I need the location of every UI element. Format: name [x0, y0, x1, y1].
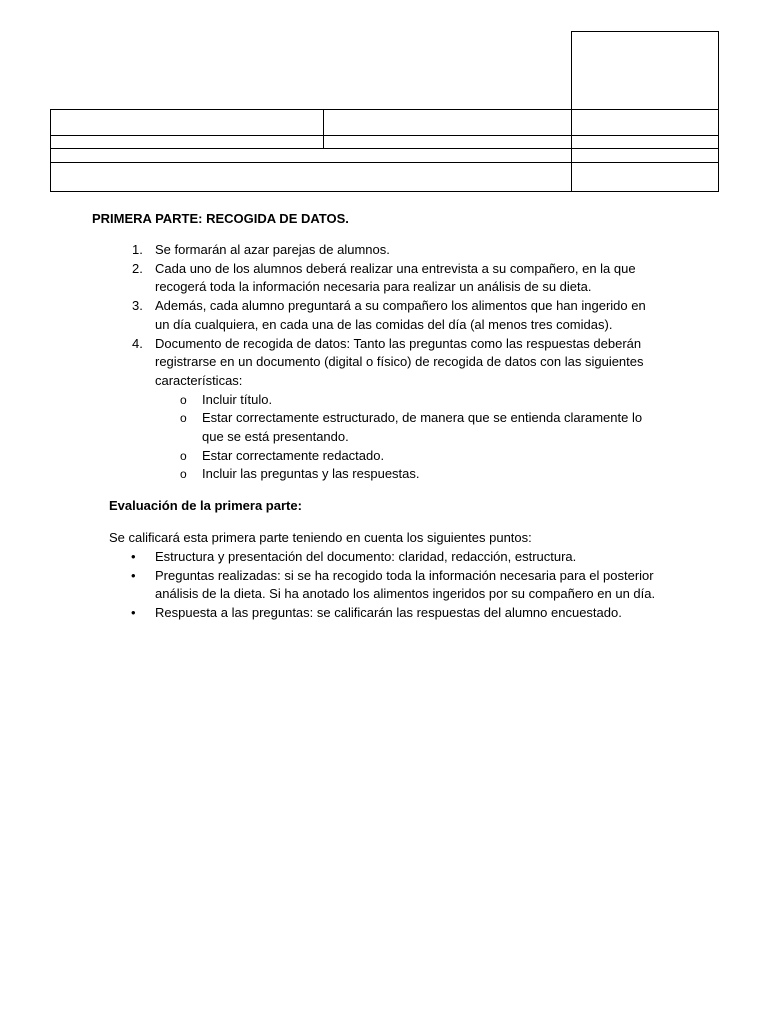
sub-item-text: Estar correctamente estructurado, de manera que se entienda claramente lo que se está presentando.	[202, 410, 643, 445]
step-number: 1.	[132, 242, 143, 257]
list-item	[132, 241, 655, 260]
circle-bullet-icon: o	[180, 467, 187, 482]
point-text: Respuesta a las preguntas: se calificarán las respuestas del alumno encuestado.	[155, 605, 622, 621]
steps-list	[132, 241, 655, 484]
step-number: 2.	[132, 260, 143, 276]
bullet-icon: •	[131, 605, 136, 621]
sub-list-item	[180, 465, 655, 484]
sub-list	[155, 391, 655, 485]
point-text: Estructura y presentación del documento: claridad, redacción, estructura.	[155, 549, 577, 564]
bullet-icon: •	[131, 567, 136, 583]
evaluation-intro: Se calificará esta primera parte teniendo en cuenta los siguientes puntos:	[109, 530, 532, 545]
step-text: Cada uno de los alumnos deberá realizar una entrevista a su compañero, en la que recogerá toda la información necesaria para realizar un análisis de su dieta.	[155, 260, 636, 295]
list-item	[131, 604, 665, 623]
step-text: Se formarán al azar parejas de alumnos.	[155, 242, 390, 257]
sub-list-item	[180, 447, 655, 466]
point-text: Preguntas realizadas: si se ha recogido toda la información necesaria para el posterior análisis de la dieta. Si ha anotado los alimentos ingeridos por su compañero en un día.	[155, 567, 656, 602]
step-number: 3.	[132, 298, 143, 314]
step-text: Además, cada alumno preguntará a su compañero los alimentos que han ingerido en un día cualquiera, en cada una de las comidas del día (al menos tres comidas).	[155, 298, 646, 332]
list-item	[132, 297, 655, 334]
sub-item-text: Incluir las preguntas y las respuestas.	[202, 466, 420, 482]
step-number: 4.	[132, 335, 143, 351]
evaluation-title: Evaluación de la primera parte:	[109, 498, 302, 513]
list-item	[131, 567, 665, 604]
section-title: PRIMERA PARTE: RECOGIDA DE DATOS.	[92, 211, 349, 226]
circle-bullet-icon: o	[180, 411, 187, 426]
sub-item-text: Incluir título.	[202, 391, 273, 407]
evaluation-points-list	[131, 548, 665, 623]
sub-list-item	[180, 391, 655, 410]
sub-item-text: Estar correctamente redactado.	[202, 447, 385, 463]
sub-list-item	[180, 409, 655, 446]
list-item	[132, 335, 655, 485]
step-text: Documento de recogida de datos: Tanto las preguntas como las respuestas deberán registrarse en un documento (digital o físico) de recogida de datos con las siguientes características:	[155, 335, 644, 388]
circle-bullet-icon: o	[180, 448, 187, 463]
list-item	[132, 260, 655, 297]
circle-bullet-icon: o	[180, 392, 187, 407]
bullet-icon: •	[131, 549, 136, 564]
list-item	[131, 548, 665, 567]
